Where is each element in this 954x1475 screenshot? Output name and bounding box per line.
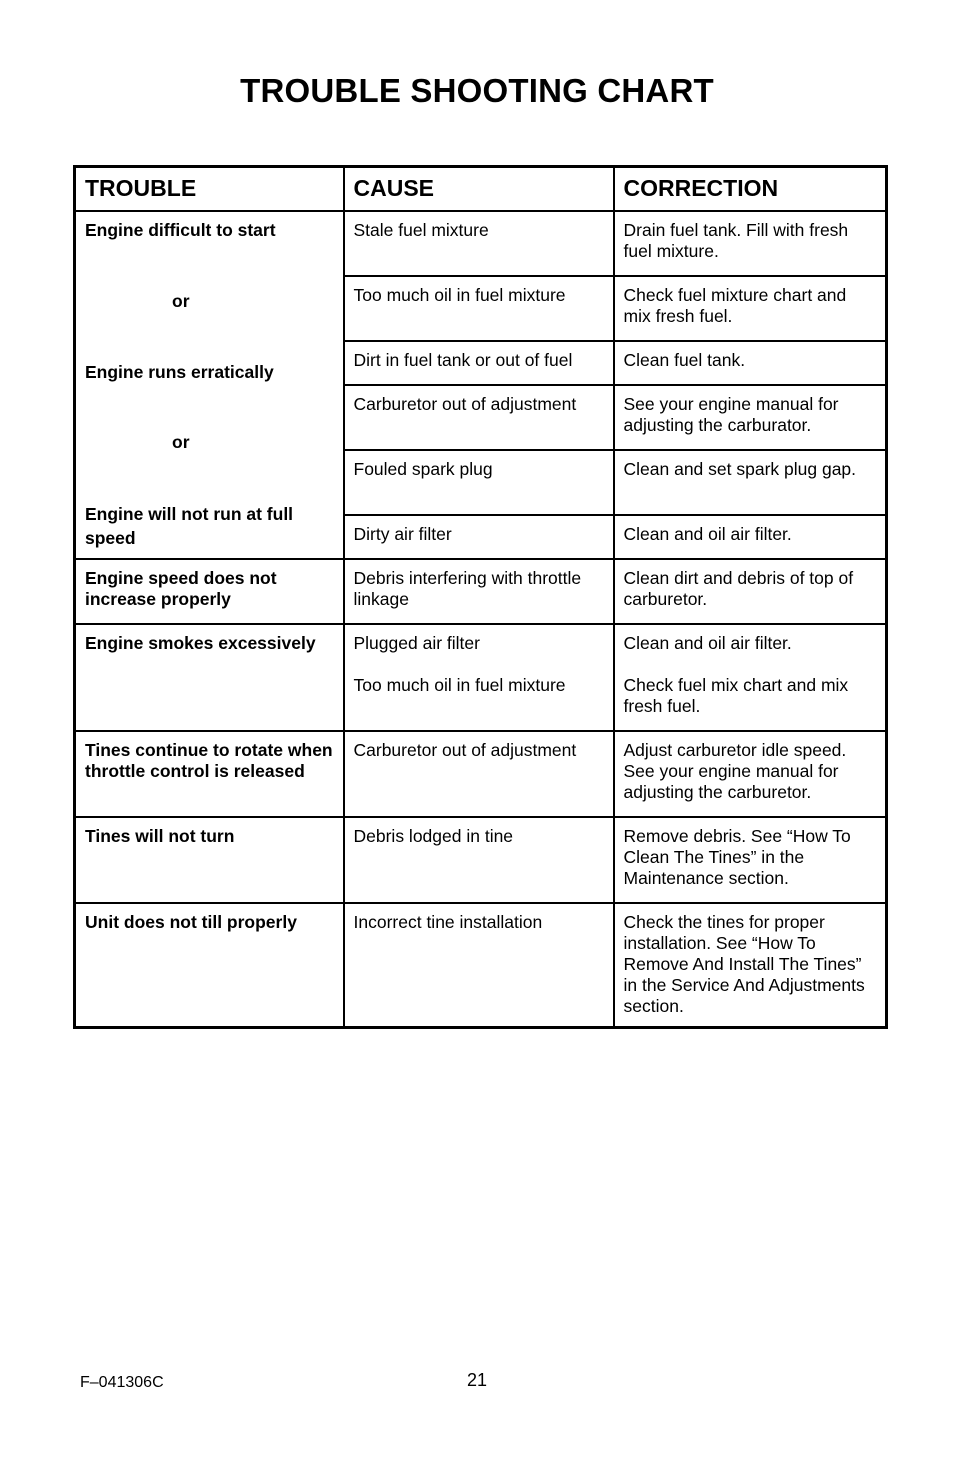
trouble-cell: Tines will not turn: [75, 817, 344, 903]
correction-clean-air-filter: Clean and oil air filter.: [623, 633, 792, 653]
correction-check-fuel-mix: Check fuel mix chart and mix fresh fuel.: [623, 675, 849, 716]
cause-cell: Carburetor out of adjustment: [344, 385, 614, 450]
cause-cell: Carburetor out of adjustment: [344, 731, 614, 817]
correction-cell: See your engine manual for adjusting the carburator.: [614, 385, 887, 450]
cause-cell: Dirt in fuel tank or out of fuel: [344, 341, 614, 385]
table-header-row: [75, 167, 887, 212]
table-row: [75, 211, 887, 276]
trouble-cell: Tines continue to rotate when throttle control is released: [75, 731, 344, 817]
page-number: 21: [466, 1370, 488, 1390]
header-trouble: TROUBLE: [75, 167, 344, 212]
correction-cell: [614, 624, 887, 731]
header-cause: CAUSE: [344, 167, 614, 212]
trouble-engine-difficult-to-start: Engine difficult to start: [85, 220, 276, 240]
correction-cell: Clean fuel tank.: [614, 341, 887, 385]
or-separator: or: [172, 291, 190, 311]
table-row: [75, 903, 887, 1027]
correction-cell: Clean and oil air filter.: [614, 515, 887, 559]
trouble-engine-not-full-speed: Engine will not run at full speed: [85, 504, 294, 548]
trouble-engine-group: [75, 211, 344, 559]
header-correction: CORRECTION: [614, 167, 887, 212]
correction-cell: Clean dirt and debris of top of carburetor.: [614, 559, 887, 624]
trouble-cell: Engine speed does not increase properly: [75, 559, 344, 624]
trouble-shooting-table: [73, 165, 888, 1029]
cause-cell: Debris lodged in tine: [344, 817, 614, 903]
document-code: F–041306C: [80, 1374, 164, 1391]
cause-cell: [344, 624, 614, 731]
correction-cell: Check the tines for proper installation. See “How To Remove And Install The Tines” in the Service And Adjustments section.: [614, 903, 887, 1027]
trouble-engine-runs-erratically: Engine runs erratically: [85, 362, 274, 382]
or-separator: or: [172, 432, 190, 452]
cause-plugged-air-filter: Plugged air filter: [353, 633, 480, 653]
trouble-cell: Engine smokes excessively: [75, 624, 344, 731]
table-row: [75, 559, 887, 624]
trouble-cell: Unit does not till properly: [75, 903, 344, 1027]
table-row: [75, 731, 887, 817]
correction-cell: Clean and set spark plug gap.: [614, 450, 887, 515]
cause-too-much-oil: Too much oil in fuel mixture: [353, 675, 566, 695]
cause-cell: Incorrect tine installation: [344, 903, 614, 1027]
correction-cell: Remove debris. See “How To Clean The Tines” in the Maintenance section.: [614, 817, 887, 903]
correction-cell: Check fuel mixture chart and mix fresh fuel.: [614, 276, 887, 341]
cause-cell: Fouled spark plug: [344, 450, 614, 515]
table-row: [75, 817, 887, 903]
cause-cell: Too much oil in fuel mixture: [344, 276, 614, 341]
correction-cell: Adjust carburetor idle speed. See your engine manual for adjusting the carburetor.: [614, 731, 887, 817]
page-title: TROUBLE SHOOTING CHART: [240, 72, 714, 109]
cause-cell: Dirty air filter: [344, 515, 614, 559]
cause-cell: Debris interfering with throttle linkage: [344, 559, 614, 624]
correction-cell: Drain fuel tank. Fill with fresh fuel mixture.: [614, 211, 887, 276]
table-row: [75, 624, 887, 731]
cause-cell: Stale fuel mixture: [344, 211, 614, 276]
